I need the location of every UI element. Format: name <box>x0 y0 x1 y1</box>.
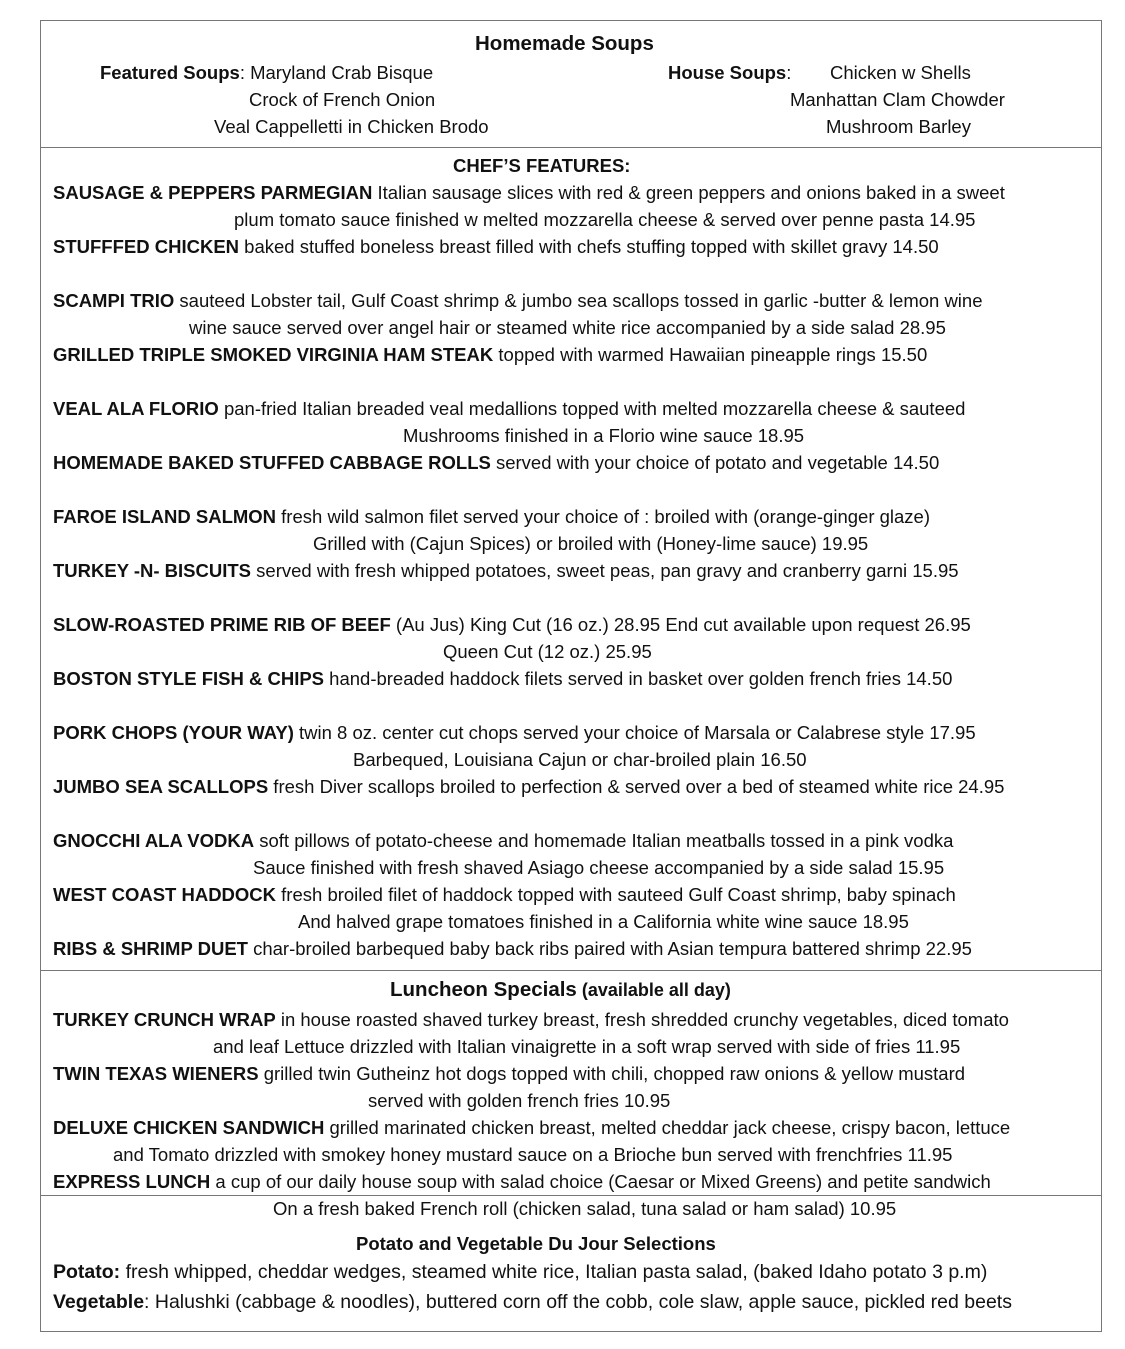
luncheon-subtitle: (available all day) <box>576 980 731 1000</box>
item-name: TURKEY CRUNCH WRAP <box>53 1009 276 1030</box>
chef-item-scampi-trio <box>53 290 983 312</box>
featured-soup-1: Maryland Crab Bisque <box>250 62 434 83</box>
item-name: SAUSAGE & PEPPERS PARMEGIAN <box>53 182 373 203</box>
item-name: DELUXE CHICKEN SANDWICH <box>53 1117 325 1138</box>
item-name: GNOCCHI ALA VODKA <box>53 830 255 851</box>
item-desc: grilled marinated chicken breast, melted cheddar jack cheese, crispy bacon, lettuce <box>324 1117 1011 1138</box>
item-name: SLOW-ROASTED PRIME RIB OF BEEF <box>53 614 391 635</box>
chef-item-pork-chops <box>53 722 976 744</box>
item-desc: fresh Diver scallops broiled to perfection & served over a bed of steamed white rice 24.95 <box>268 776 1005 797</box>
item-name: TWIN TEXAS WIENERS <box>53 1063 259 1084</box>
menu-page <box>40 20 1102 1332</box>
item-desc: topped with warmed Hawaiian pineapple rings 15.50 <box>493 344 928 365</box>
featured-colon: : <box>239 62 245 83</box>
chef-item-gnocchi <box>53 830 953 852</box>
featured-soups-row <box>100 62 433 84</box>
featured-soup-2: Crock of French Onion <box>249 89 436 110</box>
chef-item-ribs-shrimp <box>53 938 972 960</box>
house-soup-1: Chicken w Shells <box>830 62 971 83</box>
item-desc: pan-fried Italian breaded veal medallions topped with melted mozzarella cheese & sauteed <box>218 398 966 419</box>
item-name: STUFFFED CHICKEN <box>53 236 240 257</box>
item-desc: baked stuffed boneless breast filled with chefs stuffing topped with skillet gravy 14.50 <box>239 236 939 257</box>
chef-item-veal-florio-cont: Mushrooms finished in a Florio wine sauce 18.95 <box>403 425 805 446</box>
item-name: GRILLED TRIPLE SMOKED VIRGINIA HAM STEAK <box>53 344 494 365</box>
item-name: EXPRESS LUNCH <box>53 1171 211 1192</box>
item-desc: a cup of our daily house soup with salad choice (Caesar or Mixed Greens) and petite sandwich <box>210 1171 991 1192</box>
item-name: PORK CHOPS (YOUR WAY) <box>53 722 294 743</box>
vegetable-text: : Halushki (cabbage & noodles), buttered corn off the cobb, cole slaw, apple sauce, pickled red beets <box>144 1291 1012 1313</box>
item-desc: hand-breaded haddock filets served in basket over golden french fries 14.50 <box>324 668 953 689</box>
item-desc: sauteed Lobster tail, Gulf Coast shrimp & jumbo sea scallops tossed in garlic -butter & lemon wine <box>174 290 983 311</box>
chef-item-faroe-salmon <box>53 506 930 528</box>
house-soup-3: Mushroom Barley <box>826 116 971 137</box>
item-desc: fresh wild salmon filet served your choice of : broiled with (orange-ginger glaze) <box>276 506 931 527</box>
vegetable-label: Vegetable <box>53 1291 145 1313</box>
item-desc: Italian sausage slices with red & green peppers and onions baked in a sweet <box>372 182 1005 203</box>
item-name: RIBS & SHRIMP DUET <box>53 938 248 959</box>
item-desc: fresh broiled filet of haddock topped with sauteed Gulf Coast shrimp, baby spinach <box>276 884 956 905</box>
item-desc: served with your choice of potato and vegetable 14.50 <box>490 452 940 473</box>
house-soups-row <box>668 62 791 84</box>
item-name: SCAMPI TRIO <box>53 290 175 311</box>
chef-item-turkey-biscuits <box>53 560 959 582</box>
lunch-item-turkey-wrap-cont: and leaf Lettuce drizzled with Italian vinaigrette in a soft wrap served with side of fries 11.95 <box>213 1036 961 1057</box>
chef-item-pork-chops-cont: Barbequed, Louisiana Cajun or char-broiled plain 16.50 <box>353 749 807 770</box>
lunch-item-chicken-sandwich-cont: and Tomato drizzled with smokey honey mustard sauce on a Brioche bun served with frenchfries 11.95 <box>113 1144 953 1165</box>
house-soups-label: House Soups <box>668 62 787 83</box>
chef-item-sausage-peppers-cont: plum tomato sauce finished w melted mozzarella cheese & served over penne pasta 14.95 <box>234 209 976 230</box>
item-desc: twin 8 oz. center cut chops served your choice of Marsala or Calabrese style 17.95 <box>293 722 976 743</box>
featured-soups-label: Featured Soups <box>100 62 240 83</box>
item-name: VEAL ALA FLORIO <box>53 398 219 419</box>
item-desc: soft pillows of potato-cheese and homemade Italian meatballs tossed in a pink vodka <box>254 830 954 851</box>
item-desc: grilled twin Gutheinz hot dogs topped with chili, chopped raw onions & yellow mustard <box>258 1063 966 1084</box>
item-desc: served with fresh whipped potatoes, sweet peas, pan gravy and cranberry garni 15.95 <box>251 560 959 581</box>
chef-item-sausage-peppers <box>53 182 1005 204</box>
lunch-item-texas-wieners <box>53 1063 965 1085</box>
dujour-title: Potato and Vegetable Du Jour Selections <box>356 1233 716 1254</box>
item-desc: char-broiled barbequed baby back ribs paired with Asian tempura battered shrimp 22.95 <box>247 938 972 959</box>
chef-item-west-coast-haddock <box>53 884 956 906</box>
house-colon: : <box>786 62 792 83</box>
luncheon-title: Luncheon Specials <box>390 978 577 1001</box>
chef-features-section <box>41 147 1101 971</box>
item-name: WEST COAST HADDOCK <box>53 884 277 905</box>
potato-label: Potato: <box>53 1261 121 1283</box>
dujour-vegetable-row <box>53 1291 1012 1313</box>
featured-soup-3: Veal Cappelletti in Chicken Brodo <box>214 116 489 137</box>
luncheon-section <box>41 970 1101 1196</box>
item-name: BOSTON STYLE FISH & CHIPS <box>53 668 325 689</box>
chef-item-fish-chips <box>53 668 952 690</box>
item-name: HOMEMADE BAKED STUFFED CABBAGE ROLLS <box>53 452 491 473</box>
chef-item-cabbage-rolls <box>53 452 939 474</box>
item-name: TURKEY -N- BISCUITS <box>53 560 252 581</box>
potato-text: fresh whipped, cheddar wedges, steamed white rice, Italian pasta salad, (baked Idaho potato 3 p.m) <box>120 1261 988 1283</box>
soups-section <box>41 21 1101 148</box>
lunch-item-texas-wieners-cont: served with golden french fries 10.95 <box>368 1090 671 1111</box>
chef-item-prime-rib-cont: Queen Cut (12 oz.) 25.95 <box>443 641 652 662</box>
item-desc: in house roasted shaved turkey breast, fresh shredded crunchy vegetables, diced tomato <box>275 1009 1009 1030</box>
chef-item-sea-scallops <box>53 776 1004 798</box>
chef-item-west-coast-haddock-cont: And halved grape tomatoes finished in a California white wine sauce 18.95 <box>298 911 909 932</box>
item-name: FAROE ISLAND SALMON <box>53 506 277 527</box>
chef-item-prime-rib <box>53 614 971 636</box>
soups-title: Homemade Soups <box>475 32 654 55</box>
chef-item-ham-steak <box>53 344 927 366</box>
chef-item-scampi-trio-cont: wine sauce served over angel hair or steamed white rice accompanied by a side salad 28.95 <box>189 317 946 338</box>
dujour-section <box>41 1195 1101 1333</box>
luncheon-title-row <box>390 979 731 1001</box>
dujour-potato-row <box>53 1261 987 1283</box>
chef-features-title: CHEF’S FEATURES: <box>453 155 631 176</box>
lunch-item-express-lunch-cont: On a fresh baked French roll (chicken salad, tuna salad or ham salad) 10.95 <box>273 1198 897 1219</box>
lunch-item-chicken-sandwich <box>53 1117 1010 1139</box>
chef-item-gnocchi-cont: Sauce finished with fresh shaved Asiago cheese accompanied by a side salad 15.95 <box>253 857 945 878</box>
chef-item-veal-florio <box>53 398 965 420</box>
chef-item-stuffed-chicken <box>53 236 939 258</box>
item-name: JUMBO SEA SCALLOPS <box>53 776 269 797</box>
lunch-item-turkey-wrap <box>53 1009 1009 1031</box>
house-soup-2: Manhattan Clam Chowder <box>790 89 1005 110</box>
chef-item-faroe-salmon-cont: Grilled with (Cajun Spices) or broiled with (Honey-lime sauce) 19.95 <box>313 533 869 554</box>
item-desc: (Au Jus) King Cut (16 oz.) 28.95 End cut available upon request 26.95 <box>390 614 971 635</box>
lunch-item-express-lunch <box>53 1171 991 1193</box>
